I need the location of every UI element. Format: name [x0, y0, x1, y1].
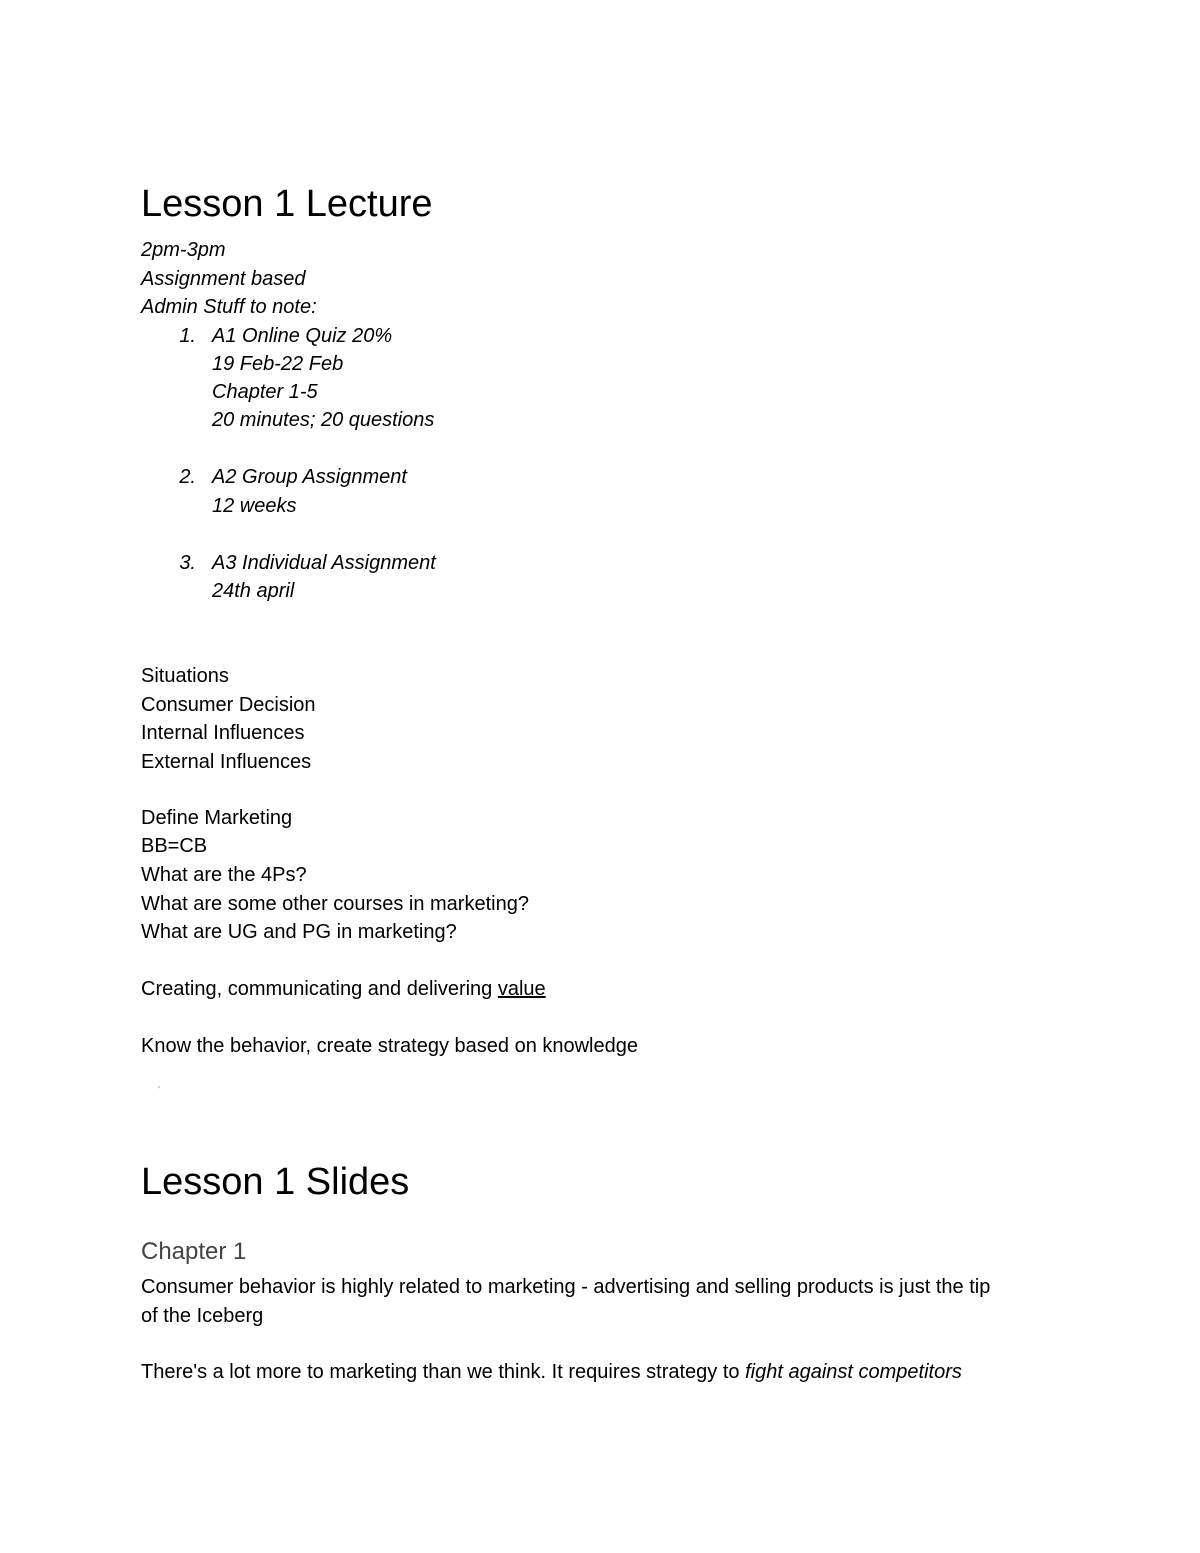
question-line: What are the 4Ps?: [141, 864, 307, 886]
paragraph-line: of the Iceberg: [141, 1305, 264, 1327]
chapter-heading: Chapter 1: [141, 1238, 247, 1265]
lecture-heading: Lesson 1 Lecture: [141, 183, 433, 225]
list-item-detail: Chapter 1-5: [212, 381, 318, 403]
list-item-title: A2 Group Assignment: [212, 466, 407, 488]
paragraph-line: [141, 1358, 962, 1386]
topic-line: External Influences: [141, 751, 312, 773]
topic-line: Internal Influences: [141, 722, 305, 744]
list-item-title: A3 Individual Assignment: [212, 552, 436, 574]
question-line: What are some other courses in marketing?: [141, 893, 529, 915]
paragraph-text: There's a lot more to marketing than we think. It requires strategy to: [141, 1361, 746, 1383]
paragraph-line: Consumer behavior is highly related to marketing - advertising and selling products is just the tip: [141, 1276, 991, 1298]
value-line-text: Creating, communicating and delivering: [141, 978, 498, 1000]
question-line: What are UG and PG in marketing?: [141, 921, 457, 943]
slides-heading: Lesson 1 Slides: [141, 1161, 410, 1203]
list-item-detail: 12 weeks: [212, 495, 297, 517]
emphasis-text: fight against competitors: [745, 1361, 962, 1383]
lecture-type: Assignment based: [141, 268, 306, 290]
question-line: BB=CB: [141, 835, 208, 857]
value-word: value: [497, 978, 546, 1000]
knowledge-line: Know the behavior, create strategy based on knowledge: [141, 1035, 638, 1057]
stray-mark: ': [158, 1085, 160, 1096]
list-item-detail: 24th april: [212, 580, 295, 602]
admin-label: Admin Stuff to note:: [141, 296, 317, 318]
list-item-detail: 19 Feb-22 Feb: [212, 353, 344, 375]
list-item-number: 3.: [179, 552, 196, 574]
list-item-number: 1.: [179, 325, 196, 347]
value-line: [141, 975, 546, 1003]
topic-line: Consumer Decision: [141, 694, 316, 716]
list-item-title: A1 Online Quiz 20%: [212, 325, 393, 347]
list-item-detail: 20 minutes; 20 questions: [212, 409, 435, 431]
list-item-number: 2.: [179, 466, 196, 488]
topic-line: Situations: [141, 665, 229, 687]
lecture-time: 2pm-3pm: [141, 239, 226, 261]
question-line: Define Marketing: [141, 807, 293, 829]
